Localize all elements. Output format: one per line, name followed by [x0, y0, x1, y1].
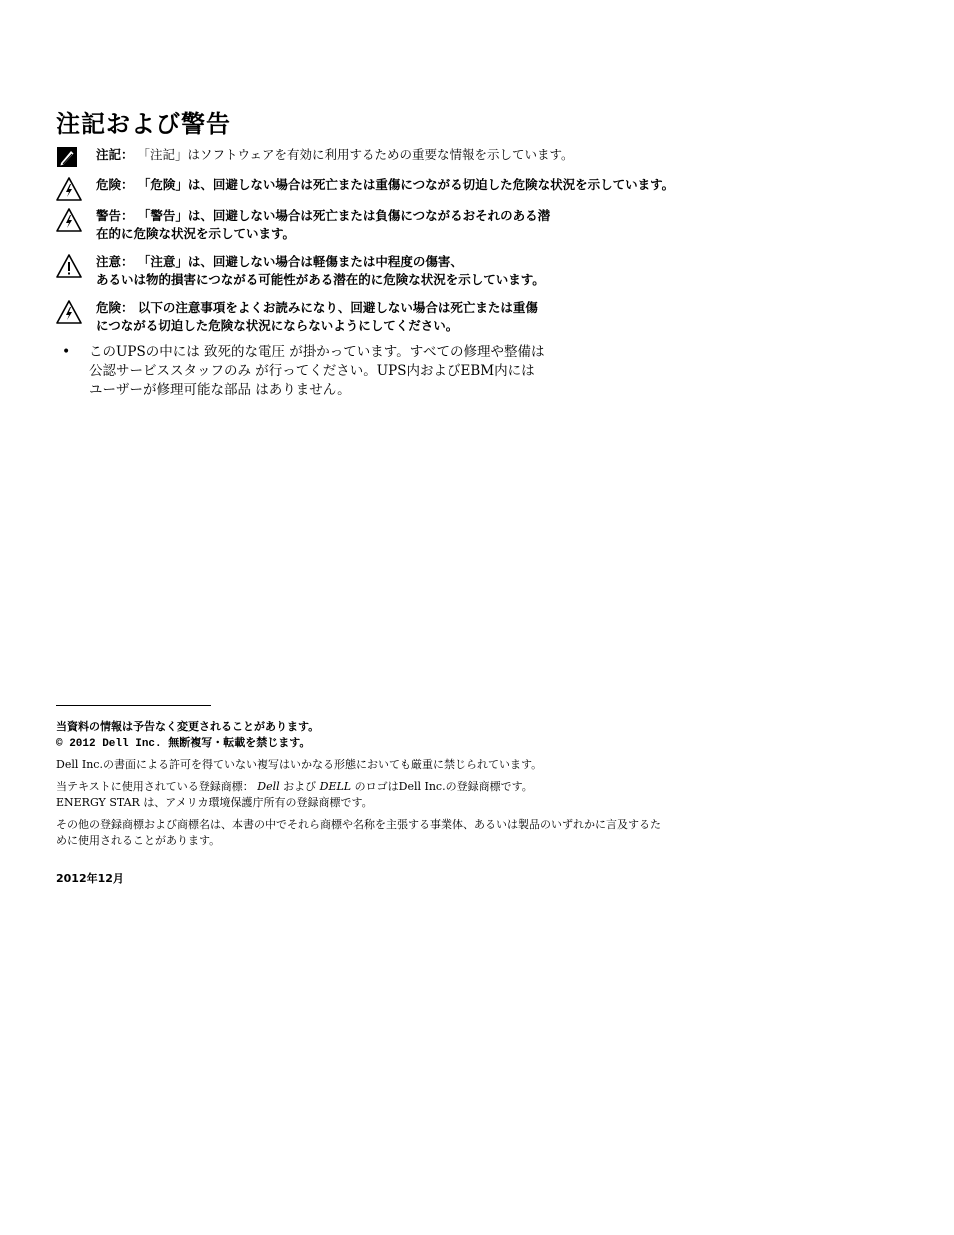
warning-text: 「警告」は、回避しない場合は死亡または負傷につながるおそれのある潜 — [137, 208, 551, 223]
trademark-dell: Dell — [257, 780, 280, 793]
bullet-part: このUPSの中には — [89, 344, 200, 360]
footnote-copy-restriction — [56, 757, 776, 773]
bullet-part: が掛かっています。すべての修理や整備は — [289, 344, 545, 360]
caution-text: 「注意」は、回避しない場合は軽傷または中程度の傷害、 — [137, 254, 463, 269]
bullet-emphasis: ユーザーが修理可能な部品 — [89, 382, 251, 398]
danger-text: 「危険」は、回避しない場合は死亡または重傷につながる切迫した危険な状況を示しています。 — [137, 177, 675, 192]
warning-electric-icon — [56, 207, 82, 233]
copyright-text: © 2012 Dell Inc. 無断複写・転載を禁じます。 — [56, 738, 311, 750]
danger-text-2b: につながる切迫した危険な状況にならないようにしてください。 — [96, 318, 459, 333]
footnote-text: 当資料の情報は予告なく変更されることがあります。 — [56, 720, 320, 733]
footnote-text: 当テキストに使用されている登録商標： — [56, 780, 254, 793]
warning-electric-icon — [56, 299, 82, 325]
footnote-change-notice — [56, 719, 776, 752]
note-notice — [56, 146, 776, 172]
footnote-text: および — [283, 780, 317, 793]
warning-text-2: 在的に危険な状況を示しています。 — [96, 226, 296, 241]
warning-electric-icon — [56, 176, 82, 202]
footnote-trademarks — [56, 779, 776, 811]
footnote-text: のロゴはDell Inc.の登録商標です。 — [354, 780, 533, 793]
footnote-text: めに使用されることがあります。 — [56, 834, 221, 847]
footnote-energy-star: ENERGY STAR は、アメリカ環境保護庁所有の登録商標です。 — [56, 796, 373, 809]
bullet-dot: • — [62, 344, 71, 360]
danger-notice-2 — [56, 299, 776, 335]
caution-text-2: あるいは物的損害につながる可能性がある潜在的に危険な状況を示しています。 — [96, 272, 545, 287]
footnote-other-trademarks — [56, 817, 776, 849]
footnote-text: Dell Inc.の書面による許可を得ていない複写はいかなる形態においても厳重に禁じられています。 — [56, 758, 543, 771]
warning-notice — [56, 207, 776, 243]
danger-notice — [56, 176, 776, 202]
note-pencil-icon — [56, 146, 82, 172]
note-label: 注記： — [96, 147, 134, 162]
bullet-part: はありません。 — [255, 382, 351, 398]
danger-text-2: 以下の注意事項をよくお読みになり、回避しない場合は死亡または重傷 — [137, 300, 538, 315]
publication-date — [56, 871, 776, 887]
caution-notice — [56, 253, 776, 289]
footnote-divider — [56, 705, 211, 706]
danger-label: 危険： — [96, 177, 134, 192]
footnote-text: その他の登録商標および商標名は、本書の中でそれら商標や名称を主張する事業体、あるいは製品のいずれかに言及するた — [56, 818, 661, 831]
warning-label: 警告： — [96, 208, 134, 223]
date-text: 2012年12月 — [56, 872, 124, 885]
bullet-emphasis: 公認サービススタッフのみ — [89, 363, 251, 379]
caution-label: 注意： — [96, 254, 134, 269]
bullet-part: が行ってください。UPS内およびEBM内には — [255, 363, 535, 379]
bullet-text — [89, 343, 679, 400]
caution-exclamation-icon — [56, 253, 82, 279]
trademark-dell-logo: DELL — [319, 780, 352, 793]
note-text: 「注記」はソフトウェアを有効に利用するための重要な情報を示しています。 — [137, 147, 574, 162]
page-title: 注記および警告 — [56, 110, 231, 138]
danger-label-2: 危険： — [96, 300, 134, 315]
bullet-emphasis: 致死的な電圧 — [204, 344, 286, 360]
